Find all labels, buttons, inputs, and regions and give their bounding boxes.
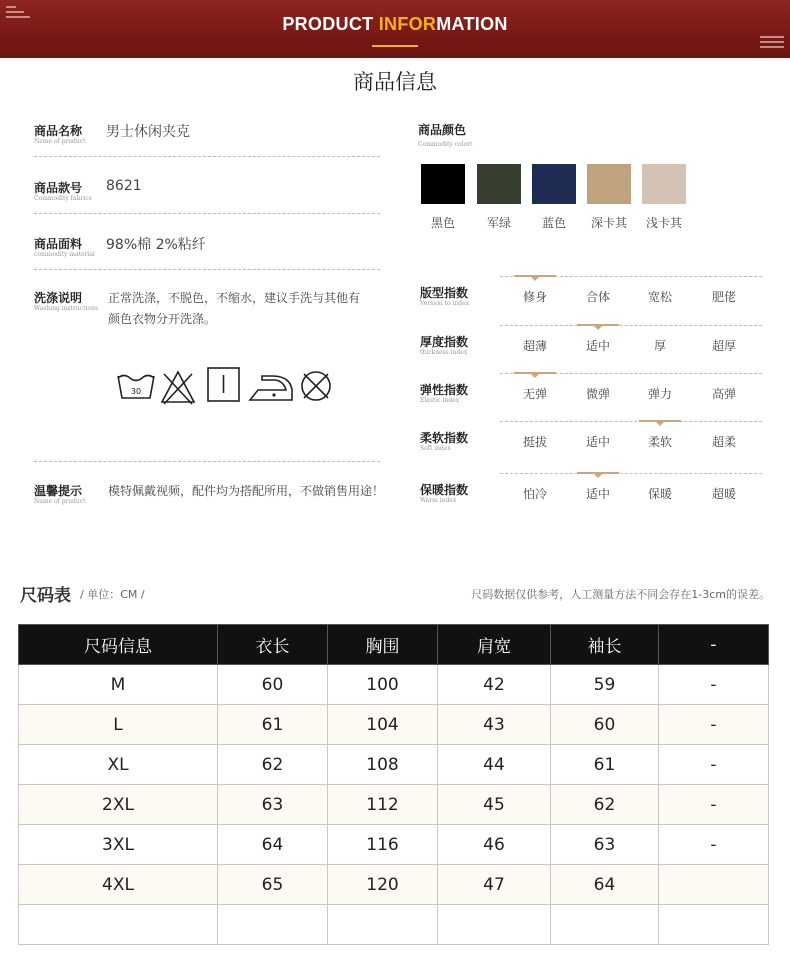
decorative-stripes [756,36,784,52]
table-cell: 44 [438,745,551,785]
index-sub: thickness index [420,349,468,356]
table-cell: - [659,785,769,825]
table-cell: M [19,665,218,705]
wash-sub: Washing instructions [34,305,98,312]
product-name-value: 男士休闲夹克 [106,124,190,140]
table-row [19,905,769,945]
index-option: 无弹 [522,387,547,401]
tip-text: 模特佩戴视频，配件均为搭配所用，不做销售用途！ [108,484,385,498]
table-cell: L [19,705,218,745]
table-cell [218,905,328,945]
product-model-sub: Commodity fabrics [34,195,92,202]
index-option: 高弹 [711,387,736,401]
color-swatch [642,164,686,204]
index-option: 柔软 [647,435,672,449]
index-label: 保暖指数 [420,483,469,497]
index-label: 柔软指数 [420,431,469,445]
color-swatch [532,164,576,204]
color-swatch [587,164,631,204]
table-cell [328,905,438,945]
table-cell: 62 [551,785,659,825]
table-cell: 100 [328,665,438,705]
index-option: 修身 [522,290,547,304]
table-cell [19,905,218,945]
size-table-header-cell: 肩宽 [438,625,551,665]
color-name: 浅卡其 [645,216,682,230]
banner-underline [372,45,418,47]
wash-30-icon [118,376,154,399]
index-selected-marker [514,275,556,277]
divider [34,269,380,270]
index-scale-line [500,421,762,422]
table-cell: 4XL [19,865,218,905]
color-header [418,121,472,148]
table-row [19,745,769,785]
no-dry-clean-icon [302,372,330,400]
table-cell: 120 [328,865,438,905]
index-sub: Warm index [420,497,457,504]
index-scale-line [500,473,762,474]
wash-temperature: 30 [130,387,142,396]
index-option: 超暖 [711,487,736,501]
index-selected-marker [639,420,681,422]
index-label: 版型指数 [420,286,469,300]
tip-sub: Name of product [34,498,86,505]
size-table [18,624,769,945]
table-cell: 64 [218,825,328,865]
table-cell: 43 [438,705,551,745]
index-option: 适中 [585,435,610,449]
wash-instructions: 正常洗涤，不脱色，不缩水，建议手洗与其他有颜色衣物分开洗涤。 [108,291,361,326]
index-scale-line [500,325,762,326]
table-cell [438,905,551,945]
table-row [19,665,769,705]
index-option: 保暖 [647,487,672,501]
size-table-header-cell: - [659,625,769,665]
index-selected-marker [577,324,619,326]
color-sub: Commodity colort [418,141,473,148]
table-cell [659,865,769,905]
wash-label: 洗涤说明 [34,291,83,305]
index-sub: Version to index [420,300,470,307]
index-option: 合体 [585,290,610,304]
table-cell: 64 [551,865,659,905]
index-selected-marker [514,372,556,374]
table-cell: 60 [218,665,328,705]
table-cell: - [659,665,769,705]
care-symbols [116,366,336,406]
table-cell: 61 [551,745,659,785]
divider [34,213,380,214]
section-title: 商品信息 [353,70,437,94]
product-model-value: 8621 [106,178,142,194]
index-option: 超厚 [711,339,736,353]
index-option: 肥佬 [711,290,736,304]
index-label: 厚度指数 [420,335,469,349]
table-cell: 2XL [19,785,218,825]
product-model-label: 商品款号 [34,181,83,195]
table-cell: 63 [218,785,328,825]
table-cell: 59 [551,665,659,705]
no-bleach-icon [162,372,194,404]
index-option: 超薄 [522,339,547,353]
table-cell: 42 [438,665,551,705]
table-cell: 46 [438,825,551,865]
iron-low-icon [250,376,292,400]
table-row [19,825,769,865]
table-cell: XL [19,745,218,785]
banner-title: PRODUCT INFORMATION [282,14,508,34]
table-cell [659,905,769,945]
index-sub: Elastic index [420,397,460,404]
index-selected-marker [577,472,619,474]
divider [34,156,380,157]
table-cell: - [659,745,769,785]
table-cell: 45 [438,785,551,825]
size-table-title: 尺码表 [20,586,71,606]
color-name: 军绿 [486,216,511,230]
color-name: 蓝色 [541,216,566,230]
index-option: 适中 [585,487,610,501]
table-row [19,705,769,745]
color-label: 商品颜色 [418,123,467,137]
color-swatch [421,164,465,204]
table-cell: 108 [328,745,438,785]
table-cell: 62 [218,745,328,785]
tip-label: 温馨提示 [34,484,83,498]
table-cell: 63 [551,825,659,865]
table-cell: 112 [328,785,438,825]
size-table-header-cell: 胸围 [328,625,438,665]
index-option: 超柔 [711,435,736,449]
table-cell: 65 [218,865,328,905]
product-name-label: 商品名称 [34,124,83,138]
table-cell: 3XL [19,825,218,865]
index-label: 弹性指数 [420,383,469,397]
index-option: 微弹 [585,387,610,401]
size-table-header [19,625,769,665]
product-fabric-sub: commodity material [34,251,95,258]
index-option: 怕冷 [522,487,547,501]
size-table-header-cell: 衣长 [218,625,328,665]
product-name-sub: Name of product [34,138,86,145]
size-table-unit: / 单位：CM / [80,588,145,601]
table-row [19,865,769,905]
table-cell: 116 [328,825,438,865]
table-cell: 104 [328,705,438,745]
table-cell: 47 [438,865,551,905]
color-name: 深卡其 [590,216,627,230]
index-option: 弹力 [647,387,672,401]
hang-dry-icon [208,368,239,401]
table-cell: 60 [551,705,659,745]
index-option: 宽松 [647,290,672,304]
table-cell: - [659,825,769,865]
product-fabric-value: 98%棉 2%粘纤 [106,237,206,253]
size-table-note: 尺码数据仅供参考，人工测量方法不同会存在1-3cm的误差。 [471,588,770,601]
table-cell: 61 [218,705,328,745]
table-cell: - [659,705,769,745]
divider [34,461,380,462]
size-table-header-cell: 袖长 [551,625,659,665]
index-option: 厚 [653,339,666,353]
size-table-header-cell: 尺码信息 [19,625,218,665]
color-swatch [477,164,521,204]
table-row [19,785,769,825]
product-fabric-label: 商品面料 [34,237,83,251]
index-sub: Soft index [420,445,451,452]
color-name: 黑色 [430,216,455,230]
index-option: 挺拔 [522,435,547,449]
table-cell [551,905,659,945]
index-option: 适中 [585,339,610,353]
header-banner [0,0,790,58]
